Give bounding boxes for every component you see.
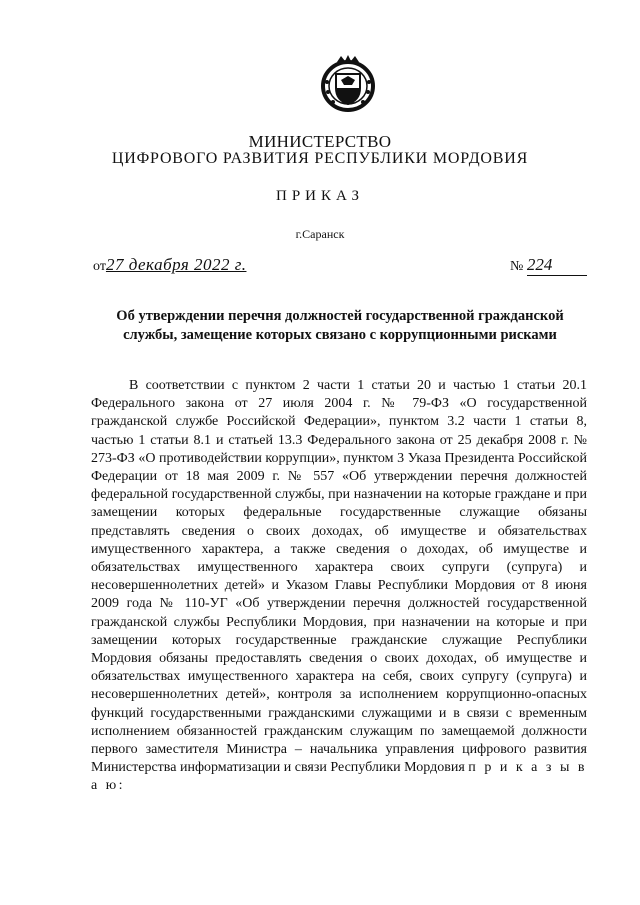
- body-text: В соответствии с пунктом 2 части 1 статьи 20 и частью 1 статьи 20.1 Федерального закона от 27 июля 2004 г. № 79-ФЗ «О государственной гражданской службе Российской Федерации», пунктом 3.2 части 1 статьи 8, частью 1 статьи 8.1 и статьей 13.3 Федерального закона от 25 декабря 2008 г. № 273-ФЗ «О противодействии коррупции», пунктом 3 Указа Президента Российской Федерации от 18 мая 2009 г. № 557 «Об утверждении перечня должностей федеральной государственной службы, при назначении на которые граждане и при замещении которых федеральные государственные служащие обязаны представлять сведения о своих доходах, об имуществе и обязательствах имущественного характера, а также сведения о доходах, об имуществе и обязательствах имущественного характера своих супруги (супруга) и несовершеннолетних детей» и Указом Главы Республики Мордовия от 8 июня 2009 года № 110-УГ «Об утверждении перечня должностей государственной гражданской службы Республики Мордовия, при назначении на которые и при замещении которых государственные гражданские служащие Республики Мордовия обязаны предоставлять сведения о своих доходах, об имуществе и обязательствах имущественного характера на себя, своих супругу (супруга) и несовершеннолетних детей», контроля за исполнением коррупционно-опасных функций государственными гражданскими служащими и в связи с временным исполнением обязанностей гражданским служащим по замещаемой должности первого заместителя Министра – начальника управления цифрового развития Министерства информатизации и связи Республики Мордовия: [91, 378, 587, 776]
- body-paragraph: [91, 377, 587, 796]
- city-label: г.Саранск: [295, 227, 345, 241]
- ministry-name-line1: МИНИСТЕРСТВО: [248, 132, 392, 151]
- ministry-name-line2: ЦИФРОВОГО РАЗВИТИЯ РЕСПУБЛИКИ МОРДОВИЯ: [111, 150, 529, 167]
- order-title: Об утверждении перечня должностей государственной гражданской службы, замещение которых связано с коррупционными рисками: [116, 308, 564, 343]
- date-prefix: от: [93, 259, 106, 274]
- date-handwritten: 27 декабря 2022 г.: [105, 255, 247, 274]
- number-prefix: №: [510, 259, 524, 274]
- order-date: [93, 255, 246, 275]
- order-number: [510, 255, 587, 276]
- document-type: ПРИКАЗ: [276, 188, 364, 204]
- coat-of-arms-emblem: [319, 52, 377, 114]
- order-body: [91, 377, 587, 796]
- closing-phrase: п р и к а з ы в а ю:: [91, 760, 588, 794]
- number-handwritten: 224: [527, 255, 587, 276]
